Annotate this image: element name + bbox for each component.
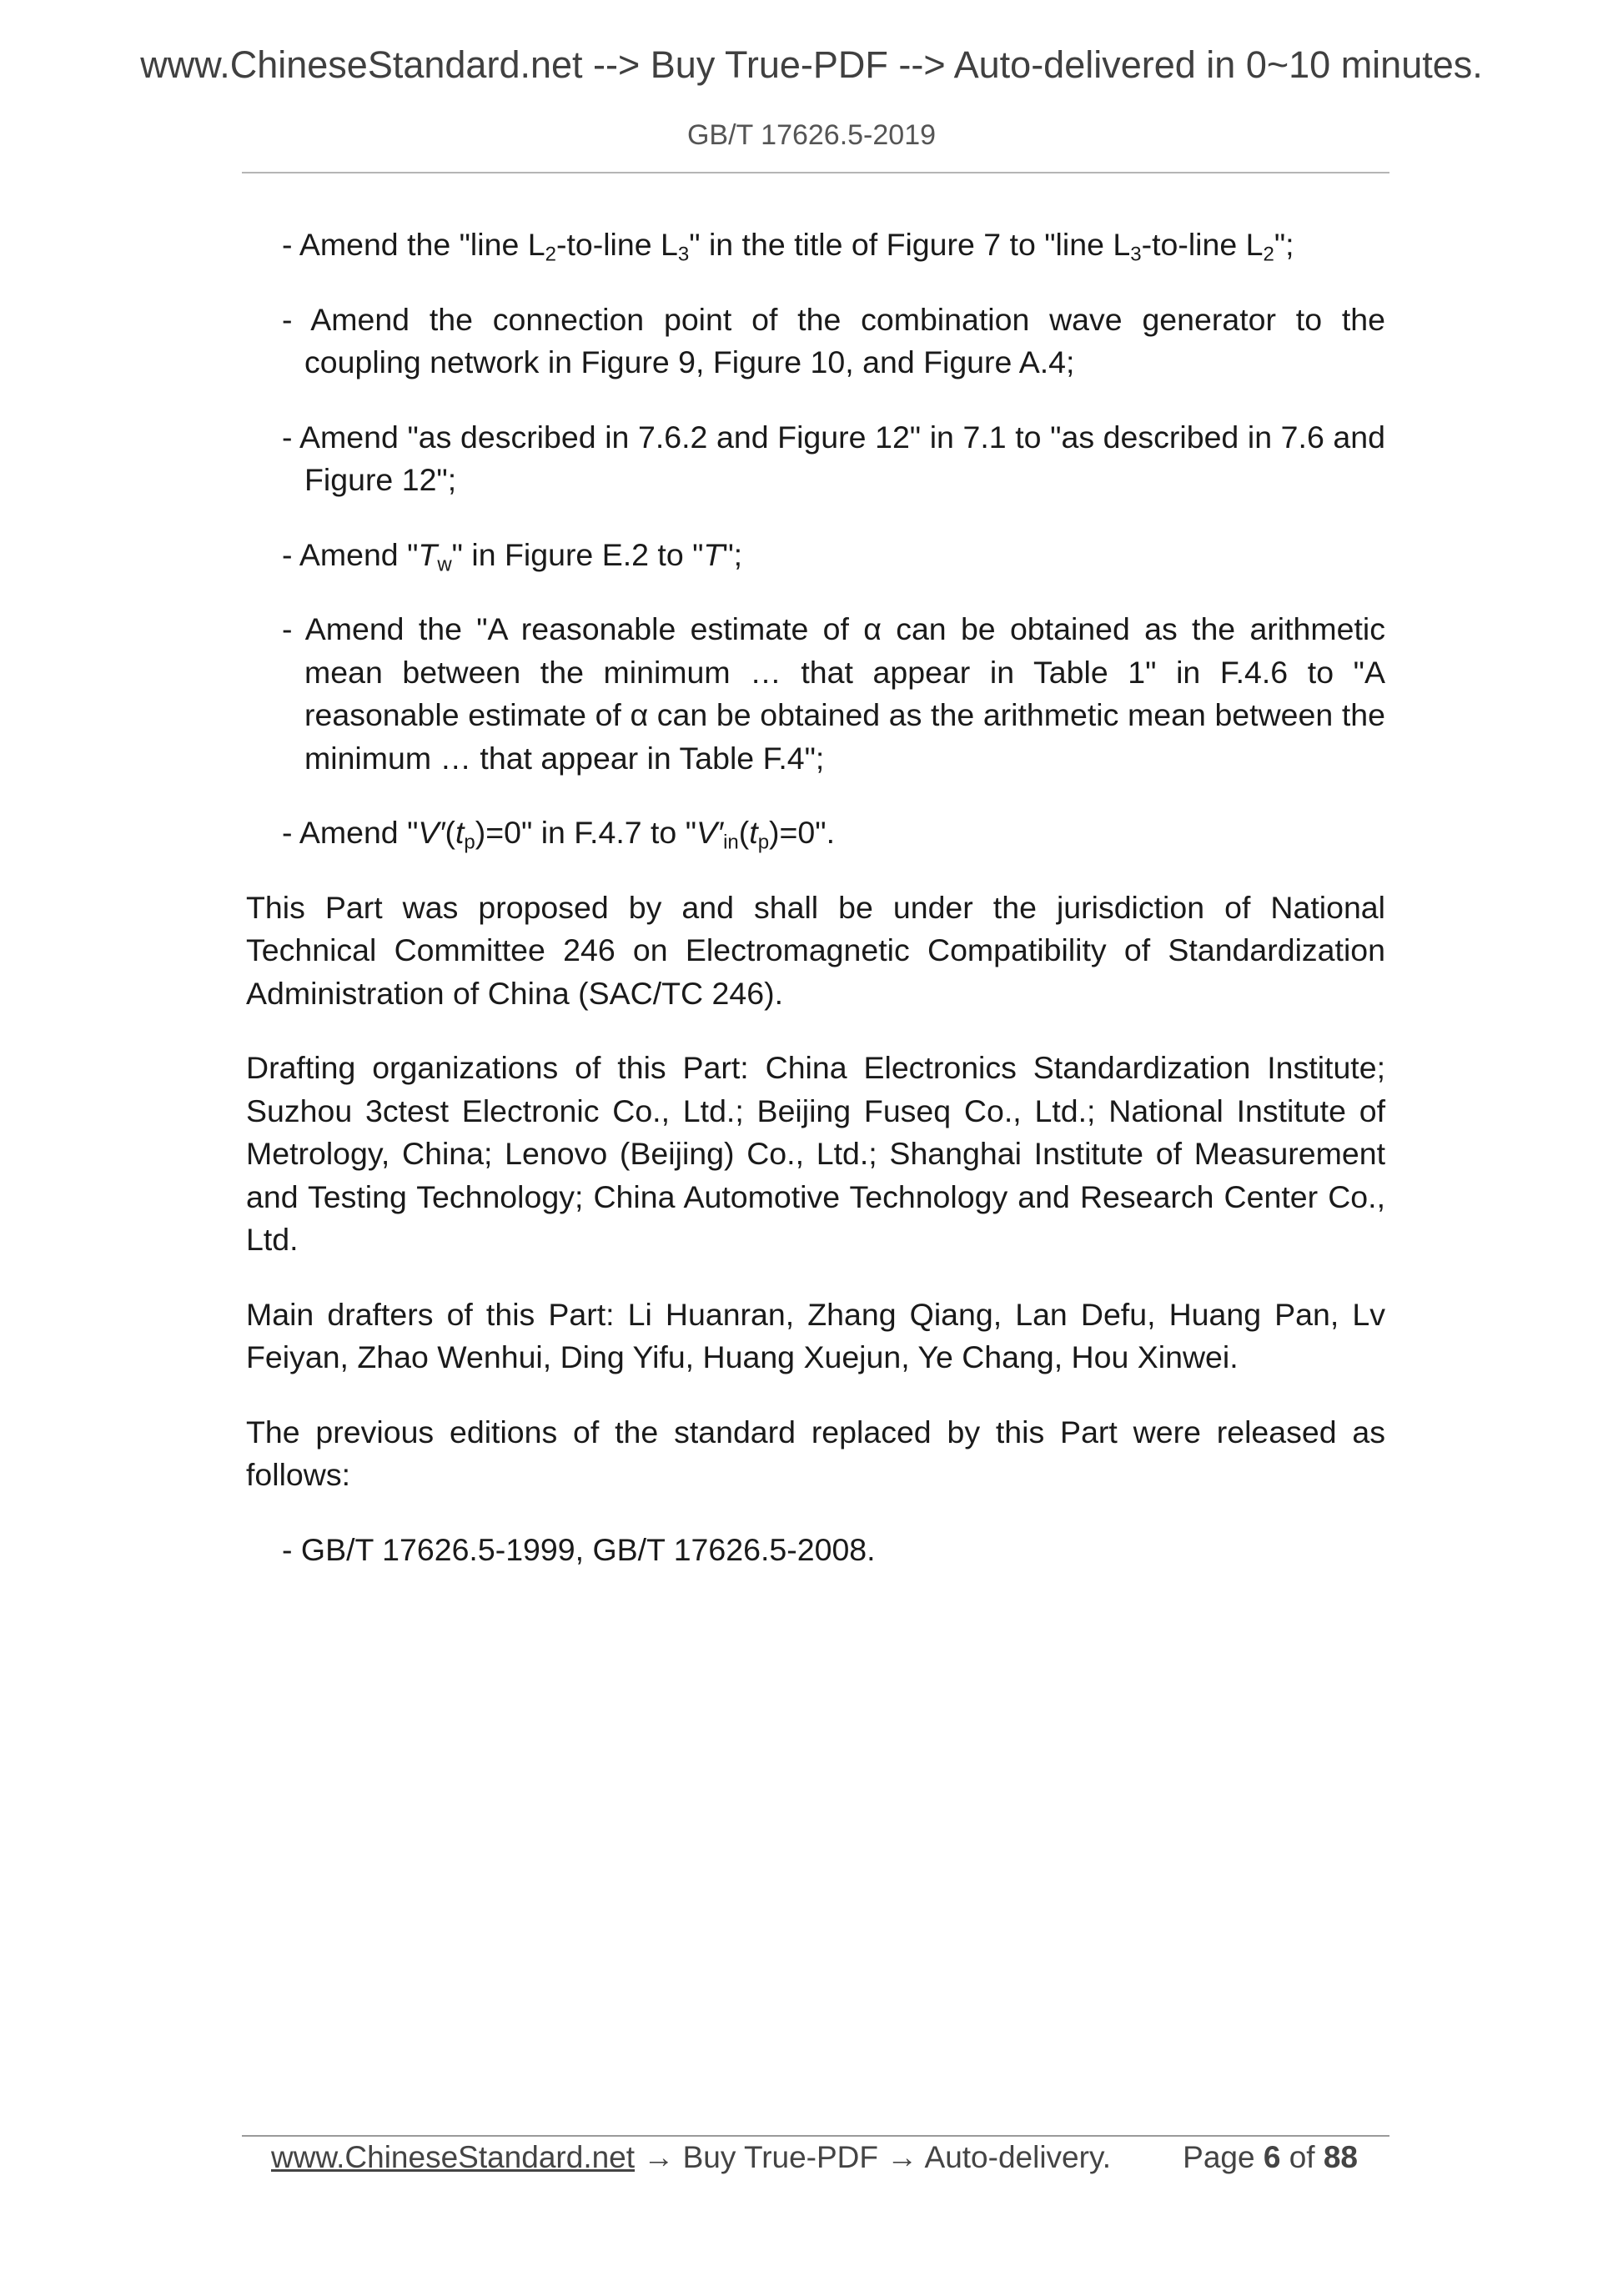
amendment-item: - Amend "$T_w$" in Figure E.2 to "T"; — [282, 536, 743, 576]
header-divider — [242, 172, 1389, 173]
main-drafters-paragraph: Main drafters of this Part: Li Huanran, Zhang Qiang, Lan Defu, Huang Pan, Lv Feiyan, Zhao Wenhui, Ding Yifu, Huang Xuejun, Ye Chang, Hou Xinwei. — [246, 1296, 1385, 1374]
amendment-item: - Amend the "line $L_2-to$-line $L_3$" in the title of Figure 7 to "line $L_3-to$-line $L_2$"; — [282, 227, 1294, 266]
amendment-item: - Amend "$V'(t_p)=0$" in F.4.7 to "$V'_{in}(t_p)=0$". — [282, 815, 836, 854]
amendment-item: - Amend "as described in 7.6.2 and Figure 12" in 7.1 to "as described in 7.6 and Figure 12"; — [282, 419, 1385, 497]
committee-paragraph: This Part was proposed by and shall be under the jurisdiction of National Technical Committee 246 on Electromagnetic Compatibility of Standardization Administration of China (SAC/TC 246). — [246, 889, 1385, 1011]
previous-editions-paragraph: The previous editions of the standard replaced by this Part were released as follows: — [246, 1414, 1385, 1492]
footer-text: → Buy True-PDF → Auto-delivery. — [635, 2140, 1111, 2174]
amendment-item: - Amend the "A reasonable estimate of α can be obtained as the arithmetic mean between the minimum … that appear in Table 1" in F.4.6 to "A reasonable estimate of α can be obtained as the arithmetic mean between the minimum … that appear in Table F.4"; — [282, 611, 1385, 776]
previous-editions-item: - GB/T 17626.5-1999, GB/T 17626.5-2008. — [282, 1531, 876, 1567]
footer-site-link[interactable]: www.ChineseStandard.net — [271, 2140, 636, 2174]
document-id: GB/T 17626.5-2019 — [686, 119, 937, 151]
drafting-organizations-paragraph: Drafting organizations of this Part: China Electronics Standardization Institute; Suzhou 3ctest Electronic Co., Ltd.; Beijing Fuseq Co., Ltd.; National Institute of Metrology, China; Lenovo (Beijing) Co., Ltd.; Shanghai Institute of Measurement and Testing Technology; China Automotive Technology and Research Center Co., Ltd. — [246, 1050, 1385, 1257]
amendment-item: - Amend the connection point of the combination wave generator to the coupling network in Figure 9, Figure 10, and Figure A.4; — [282, 301, 1385, 379]
page-footer — [271, 2140, 1364, 2175]
footer-divider — [242, 2135, 1389, 2137]
page-content — [246, 224, 1385, 1571]
page-number: Page 6 of 88 — [1183, 2140, 1358, 2174]
top-banner: www.ChineseStandard.net --> Buy True-PDF --> Auto-delivered in 0~10 minutes. — [140, 43, 1483, 86]
